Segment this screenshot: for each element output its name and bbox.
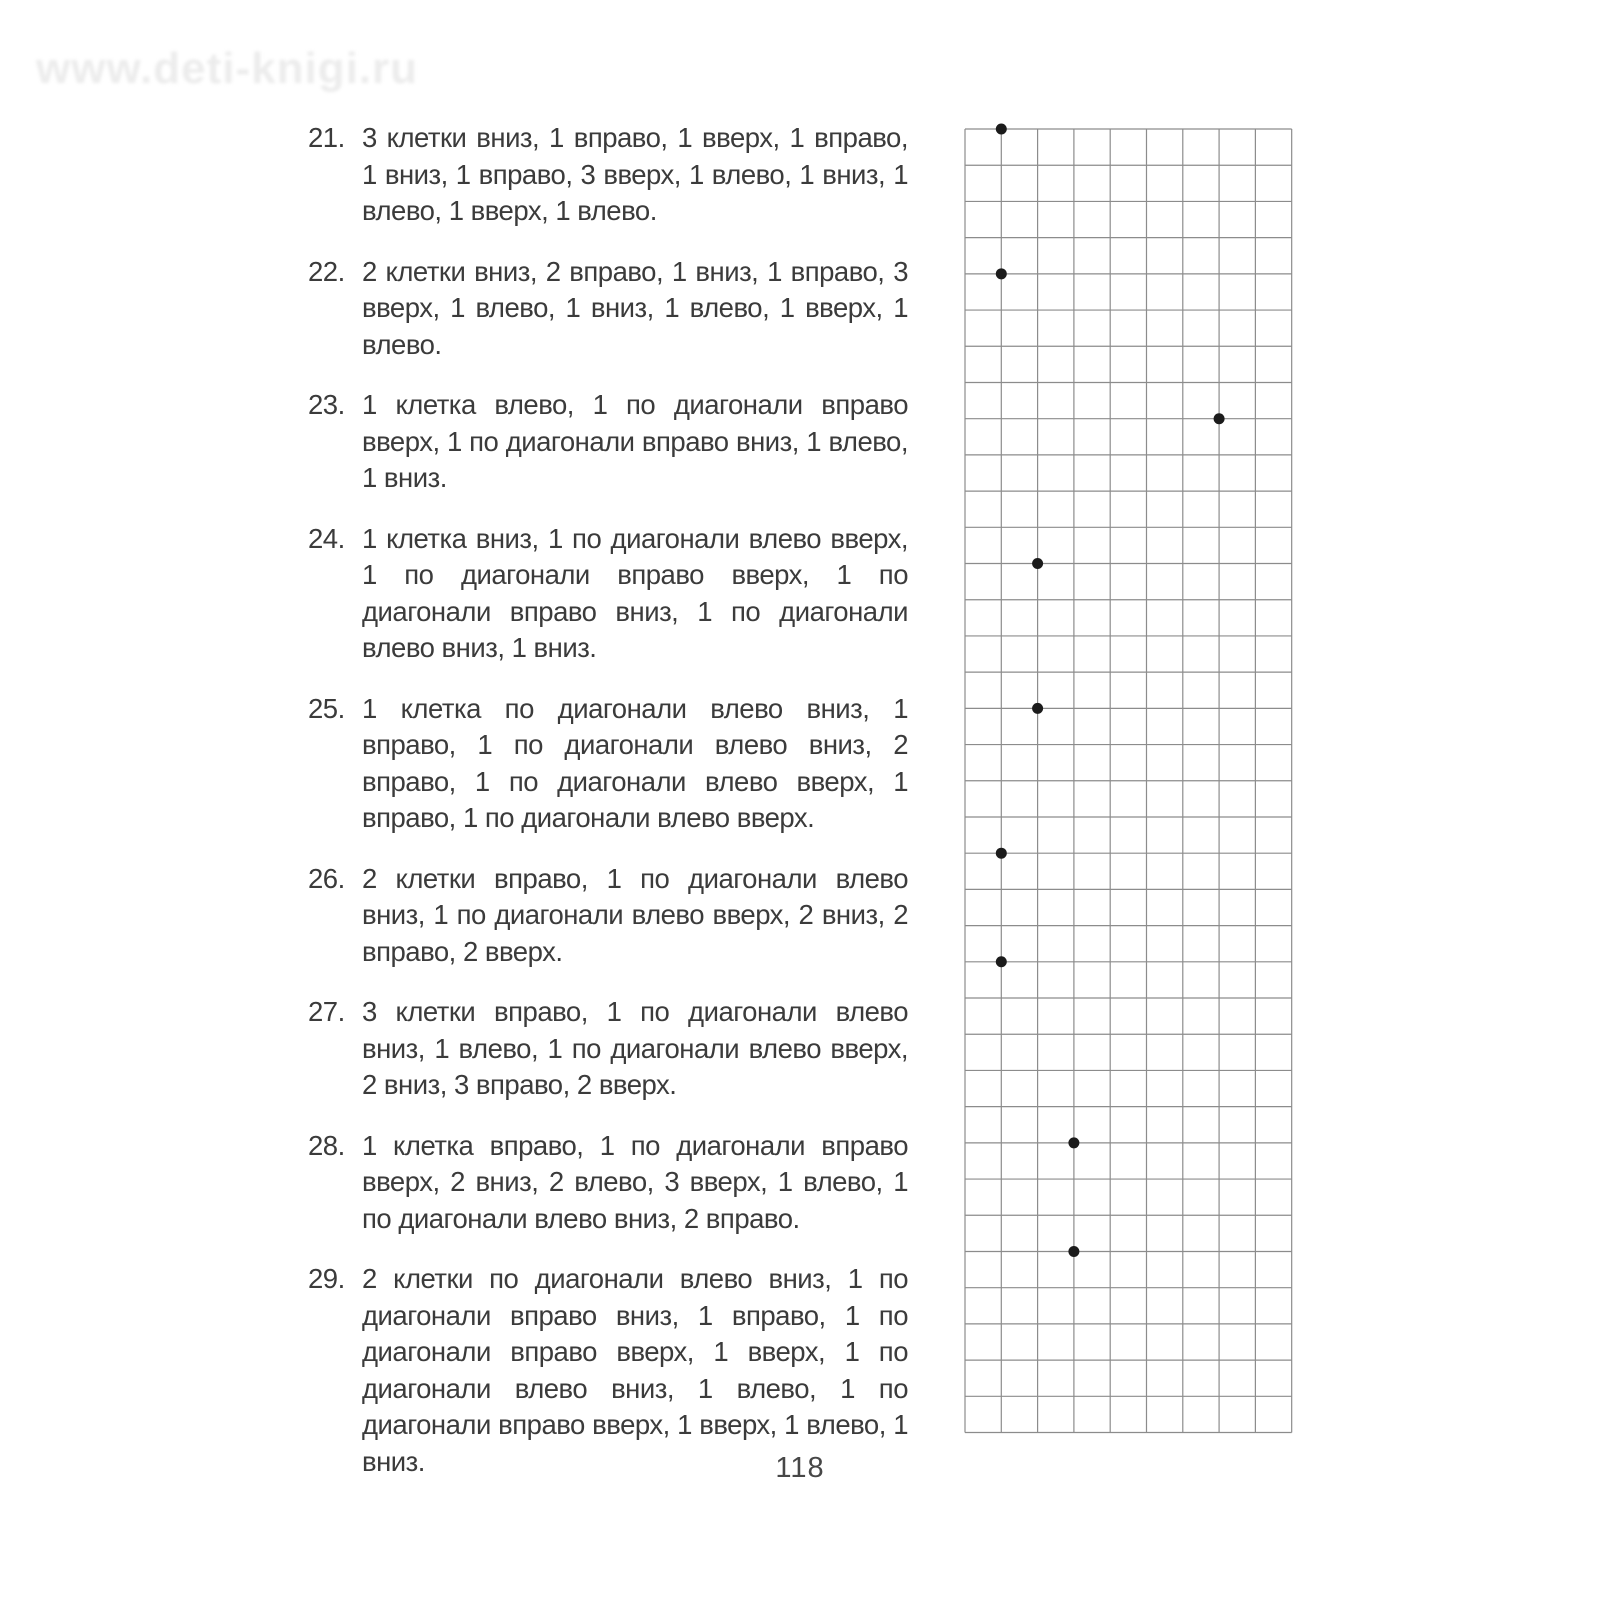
start-dot <box>996 268 1007 279</box>
dictation-grid-container <box>958 122 1299 1445</box>
task-number: 29. <box>308 1263 345 1294</box>
start-dot <box>996 956 1007 967</box>
task-text: 1 клетка по диагонали влево вниз, 1 вправо, 1 по диагонали влево вниз, 2 вправо, 1 по диагонали влево вверх, 1 вправо, 1 по диагонали влево вверх. <box>362 692 908 833</box>
task-list <box>308 120 908 1504</box>
watermark: www.deti-knigi.ru <box>36 44 419 93</box>
task-text: 2 клетки вправо, 1 по диагонали влево вниз, 1 по диагонали влево вверх, 2 вниз, 2 вправо, 2 вверх. <box>362 862 908 967</box>
task-text: 3 клетки вправо, 1 по диагонали влево вниз, 1 влево, 1 по диагонали влево вверх, 2 вниз, 3 вправо, 2 вверх. <box>362 996 908 1100</box>
page-number: 118 <box>775 1452 825 1484</box>
task-number: 26. <box>308 862 345 894</box>
task-item <box>308 120 908 230</box>
task-text: 2 клетки по диагонали влево вниз, 1 по диагонали вправо вниз, 1 вправо, 1 по диагонали вправо вверх, 1 вверх, 1 по диагонали влево вниз, 1 влево, 1 по диагонали вправо вверх, 1 вверх, 1 влево, 1 вниз. <box>362 1263 908 1477</box>
task-number: 22. <box>308 255 345 287</box>
start-dot <box>1068 1246 1079 1257</box>
task-number: 27. <box>308 996 345 1027</box>
task-number: 23. <box>308 389 345 420</box>
task-text: 1 клетка влево, 1 по диагонали вправо вверх, 1 по диагонали вправо вниз, 1 влево, 1 вниз. <box>362 389 908 493</box>
task-item <box>308 254 908 364</box>
start-dot <box>1032 558 1043 569</box>
task-item <box>308 861 908 971</box>
task-item <box>308 1128 908 1238</box>
task-item <box>308 1261 908 1480</box>
task-number: 25. <box>308 692 345 724</box>
task-item <box>308 994 908 1104</box>
task-text: 3 клетки вниз, 1 вправо, 1 вверх, 1 вправо, 1 вниз, 1 вправо, 3 вверх, 1 влево, 1 вниз, 1 влево, 1 вверх, 1 влево. <box>362 122 908 226</box>
task-number: 21. <box>308 122 345 153</box>
dictation-grid <box>958 122 1299 1440</box>
start-dot <box>996 124 1007 135</box>
start-dot <box>996 848 1007 859</box>
start-dot <box>1214 413 1225 424</box>
task-number: 28. <box>308 1129 345 1161</box>
task-text: 2 клетки вниз, 2 вправо, 1 вниз, 1 вправо, 3 вверх, 1 влево, 1 вниз, 1 влево, 1 вверх, 1 влево. <box>362 255 908 360</box>
task-text: 1 клетка вправо, 1 по диагонали вправо вверх, 2 вниз, 2 влево, 3 вверх, 1 влево, 1 по диагонали влево вниз, 2 вправо. <box>362 1129 908 1234</box>
task-item <box>308 691 908 837</box>
task-text: 1 клетка вниз, 1 по диагонали влево вверх, 1 по диагонали вправо вверх, 1 по диагонали вправо вниз, 1 по диагонали влево вниз, 1 вниз. <box>362 522 908 663</box>
task-number: 24. <box>308 522 345 554</box>
task-item <box>308 387 908 497</box>
task-item <box>308 521 908 667</box>
start-dot <box>1068 1137 1079 1148</box>
start-dot <box>1032 703 1043 714</box>
